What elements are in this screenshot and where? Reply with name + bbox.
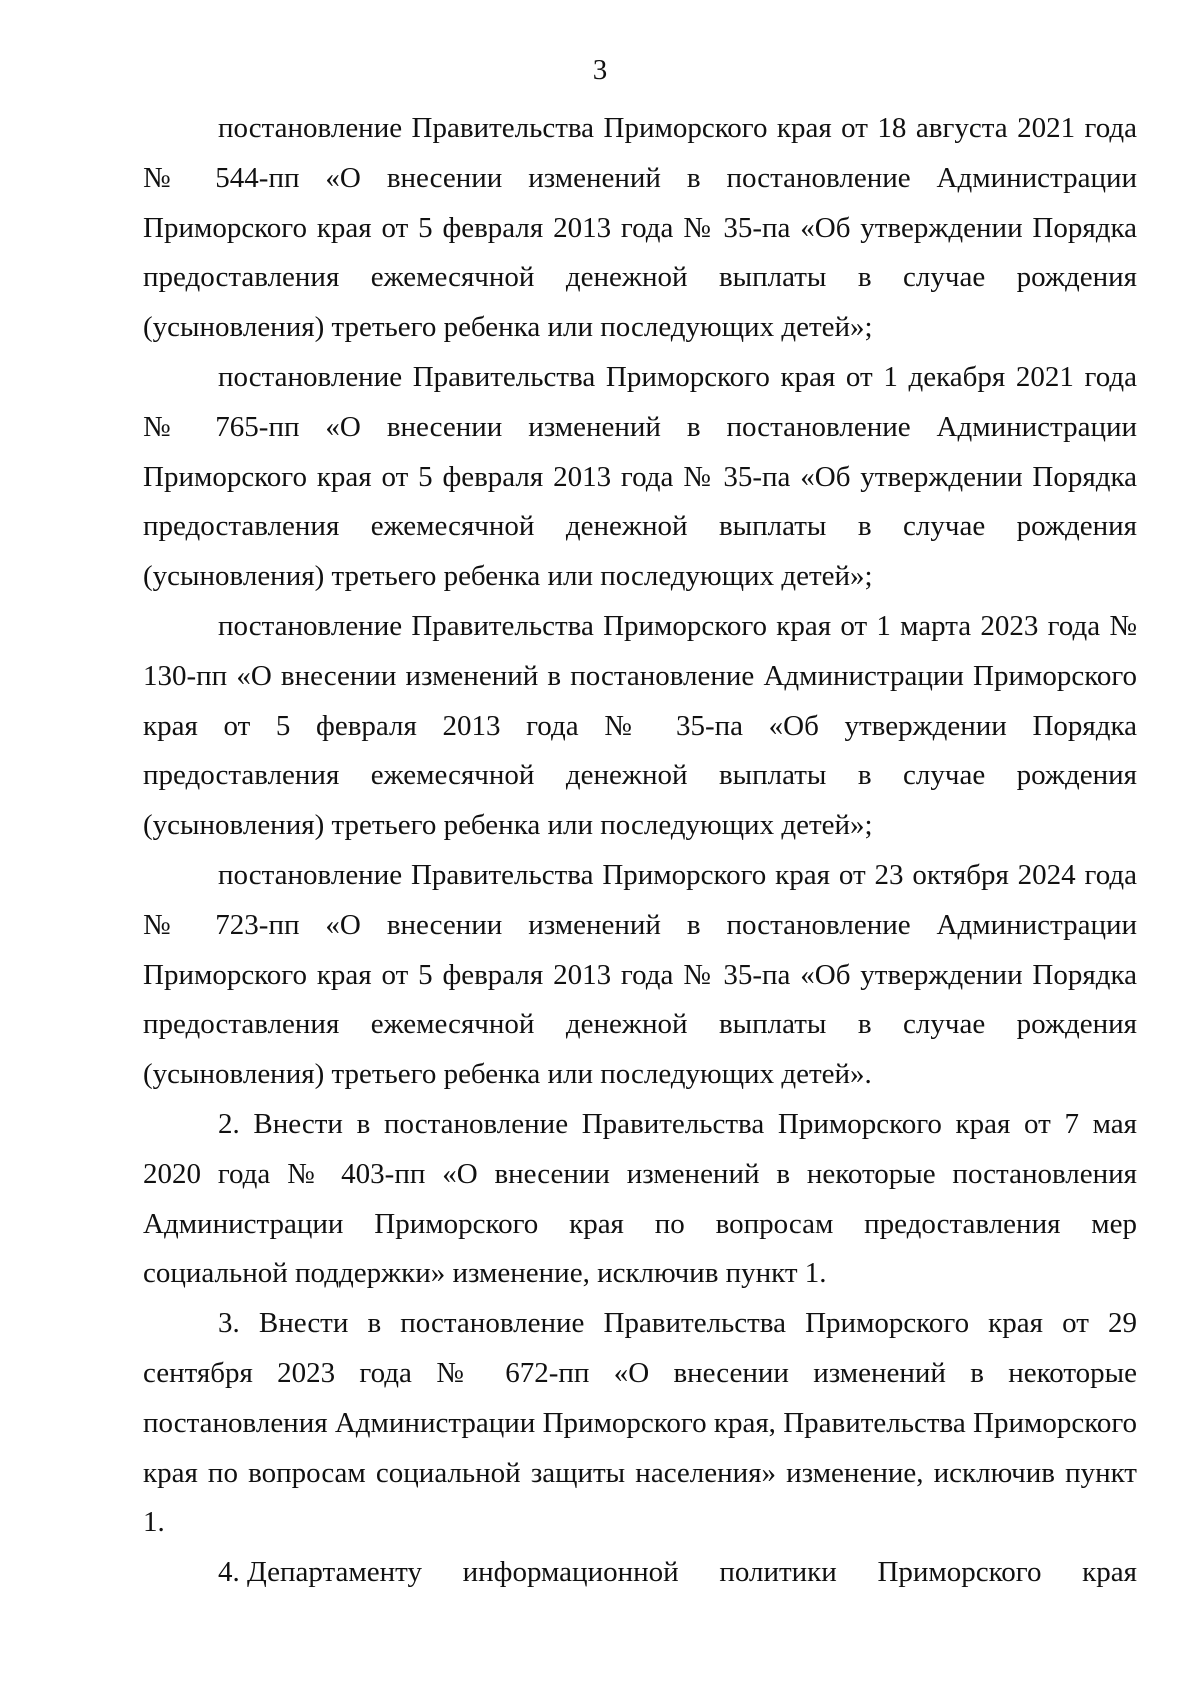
paragraph-decree-130: постановление Правительства Приморского края от 1 марта 2023 года № 130-пп «О внесении изменений в постановление Администрации Приморского края от 5 февраля 2013 года № 35-па «Об утверждении Порядка предоставления ежемесячной денежной выплаты в случае рождения (усыновления) третьего ребенка или последующих детей»; [143, 609, 1137, 842]
paragraph-item-2: 2. Внести в постановление Правительства Приморского края от 7 мая 2020 года № 403-пп «О внесении изменений в некоторые постановления Администрации Приморского края по вопросам предоставления мер социальной поддержки» изменение, исключив пункт 1. [143, 1107, 1137, 1290]
paragraph-decree-544: постановление Правительства Приморского края от 18 августа 2021 года № 544-пп «О внесении изменений в постановление Администрации Приморского края от 5 февраля 2013 года № 35-па «Об утверждении Порядка предоставления ежемесячной денежной выплаты в случае рождения (усыновления) третьего ребенка или последующих детей»; [143, 112, 1137, 344]
paragraph-decree-723: постановление Правительства Приморского края от 23 октября 2024 года № 723-пп «О внесении изменений в постановление Администрации Приморского края от 5 февраля 2013 года № 35-па «Об утверждении Порядка предоставления ежемесячной денежной выплаты в случае рождения (усыновления) третьего ребенка или последующих детей». [143, 858, 1137, 1091]
last-line-word: Приморского [877, 1556, 1042, 1589]
document-body [143, 104, 1137, 1598]
paragraph-item-3: 3. Внести в постановление Правительства Приморского края от 29 сентября 2023 года № 672-пп «О внесении изменений в некоторые постановления Администрации Приморского края, Правительства Приморского края по вопросам социальной защиты населения» изменение, исключив пункт 1. [143, 1307, 1137, 1539]
last-line-word: информационной [462, 1556, 679, 1589]
paragraph-item-4-start [143, 1548, 1137, 1598]
paragraph-decree-765: постановление Правительства Приморского края от 1 декабря 2021 года № 765-пп «О внесении изменений в постановление Администрации Приморского края от 5 февраля 2013 года № 35-па «Об утверждении Порядка предоставления ежемесячной денежной выплаты в случае рождения (усыновления) третьего ребенка или последующих детей»; [143, 360, 1137, 593]
last-line-word: политики [719, 1556, 837, 1589]
last-line-word: края [1082, 1556, 1137, 1589]
last-line-word: 4. Департаменту [218, 1556, 422, 1589]
page-number: 3 [592, 54, 608, 86]
